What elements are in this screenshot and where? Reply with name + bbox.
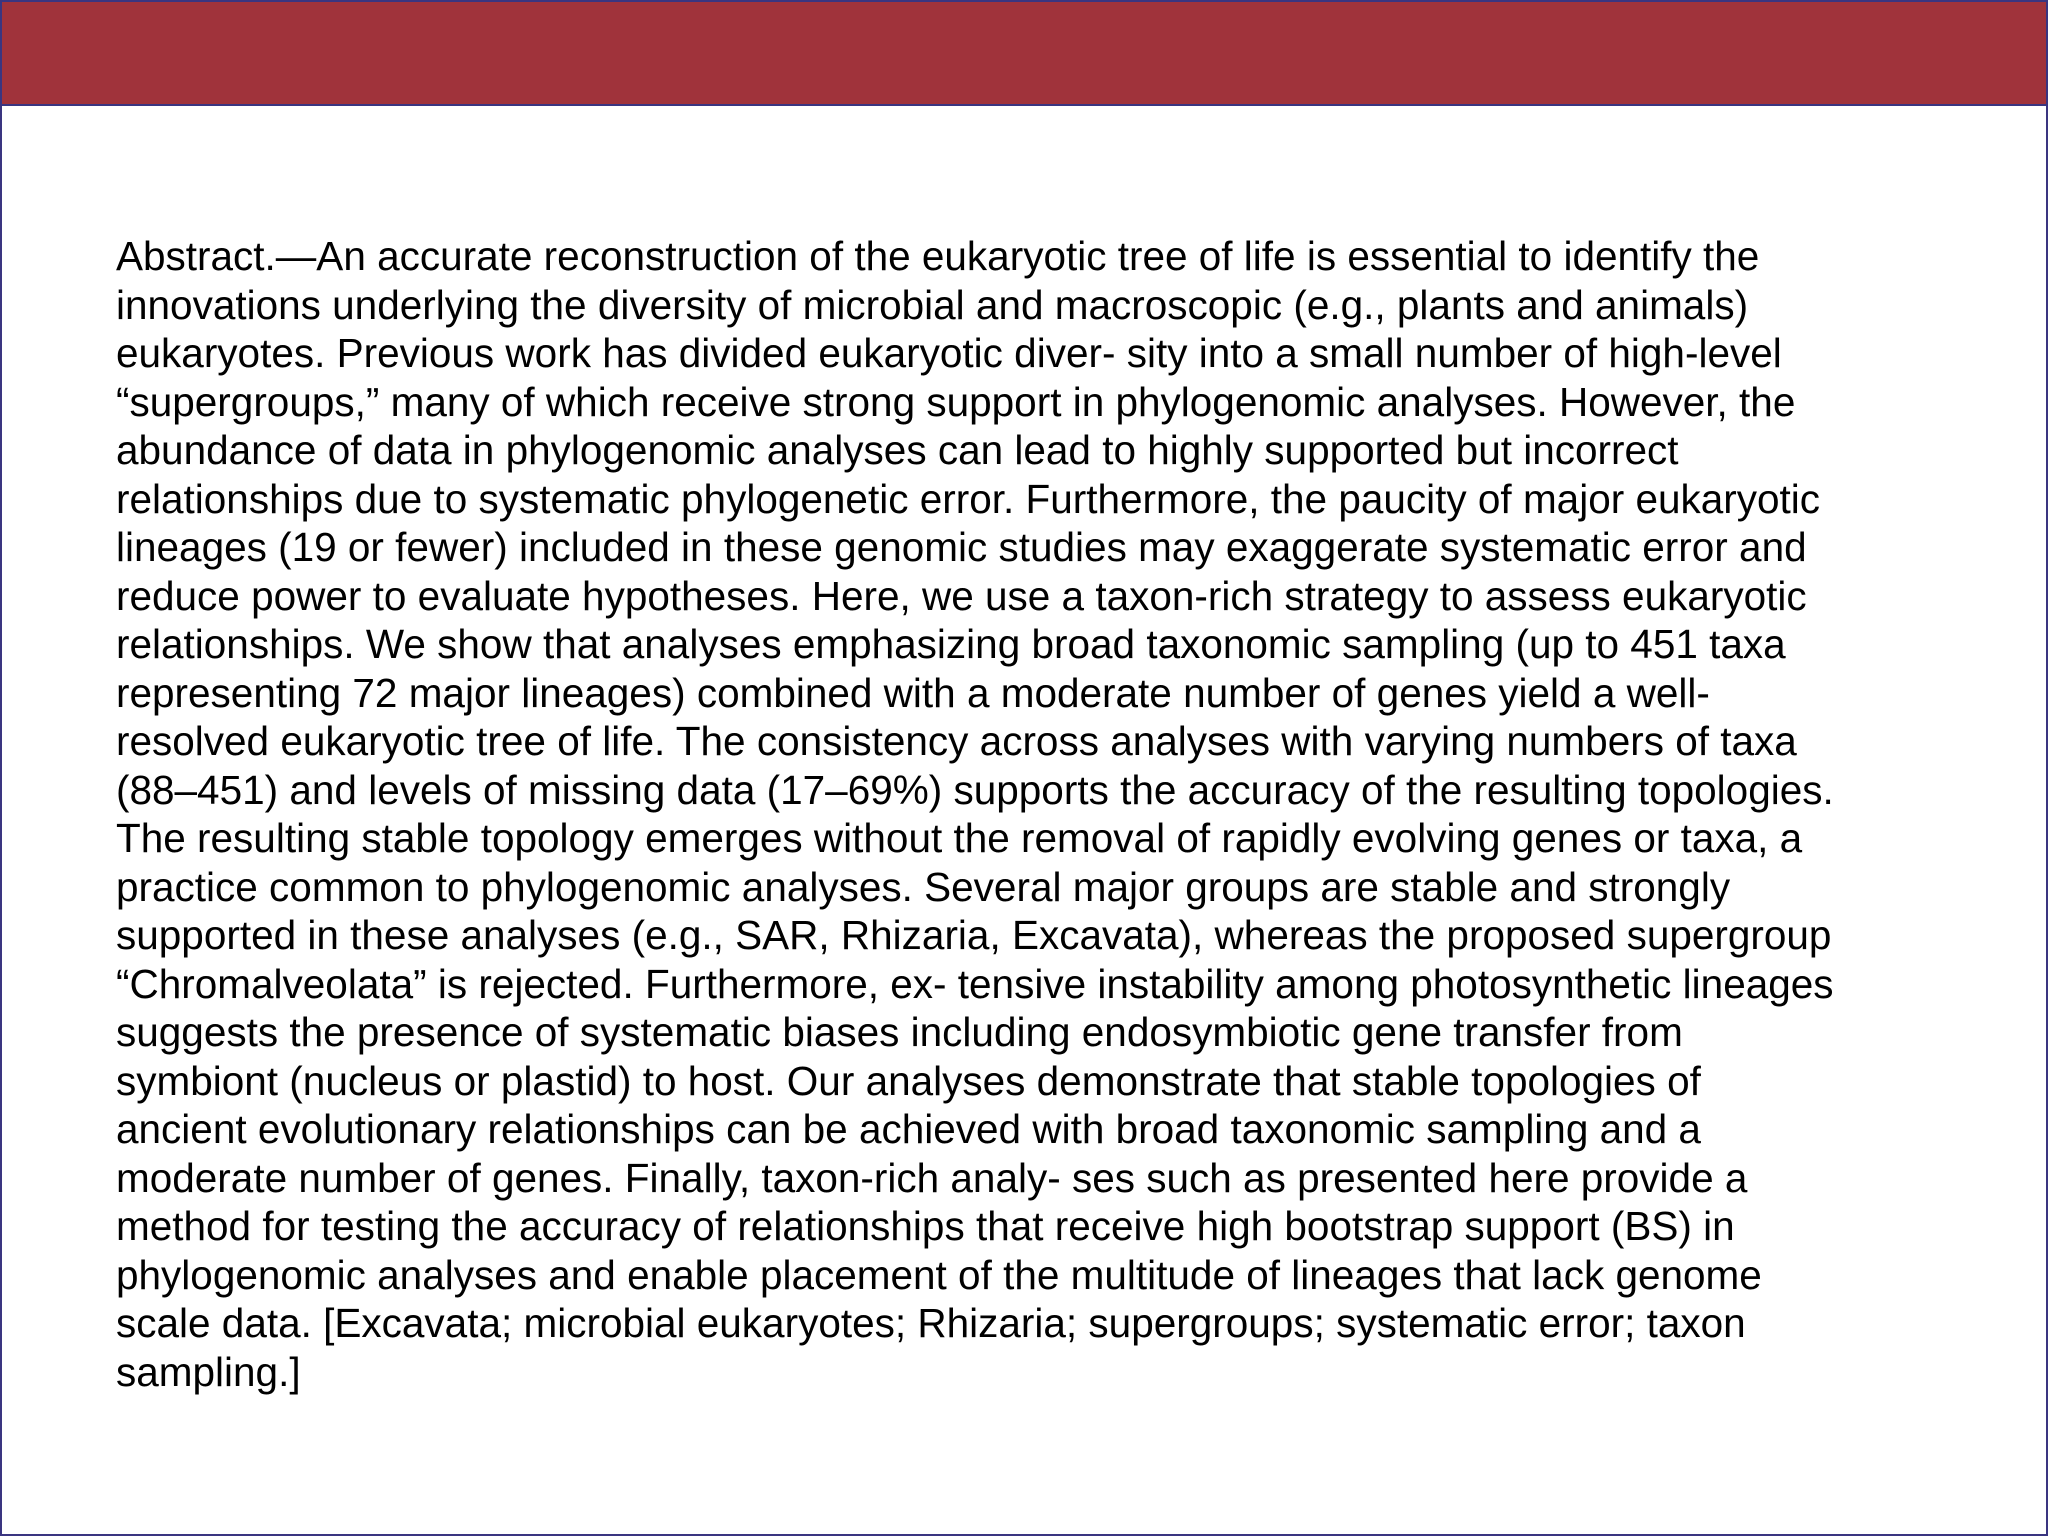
abstract-line: symbiont (nucleus or plastid) to host. Our analyses demonstrate that stable topologies of [116, 1057, 1701, 1104]
abstract-line: innovations underlying the diversity of microbial and macroscopic (e.g., plants and animals) [116, 281, 1749, 328]
abstract-line: The resulting stable topology emerges without the removal of rapidly evolving genes or taxa, a [116, 815, 1803, 861]
abstract-line: “Chromalveolata” is rejected. Furthermore, ex- tensive instability among photosynthetic lineages [116, 960, 1834, 1007]
abstract-line: reduce power to evaluate hypotheses. Here, we use a taxon-rich strategy to assess eukaryotic [116, 572, 1807, 619]
abstract-line: relationships due to systematic phylogenetic error. Furthermore, the paucity of major eukaryotic [116, 475, 1821, 522]
abstract-line: eukaryotes. Previous work has divided eukaryotic diver- sity into a small number of high-level [116, 330, 1782, 376]
abstract-line: scale data. [Excavata; microbial eukaryotes; Rhizaria; supergroups; systematic error; taxon [116, 1300, 1746, 1346]
abstract-line: Abstract.—An accurate reconstruction of the eukaryotic tree of life is essential to identify the [116, 233, 1760, 279]
abstract-line: abundance of data in phylogenomic analyses can lead to highly supported but incorrect [116, 427, 1679, 473]
abstract-line: (88–451) and levels of missing data (17–69%) supports the accuracy of the resulting topologies. [116, 766, 1834, 813]
abstract-line: lineages (19 or fewer) included in these genomic studies may exaggerate systematic error and [116, 524, 1807, 570]
abstract-line: practice common to phylogenomic analyses. Several major groups are stable and strongly [116, 863, 1731, 910]
abstract-line: supported in these analyses (e.g., SAR, Rhizaria, Excavata), whereas the proposed supergroup [116, 912, 1832, 958]
abstract-line: “supergroups,” many of which receive strong support in phylogenomic analyses. However, the [116, 378, 1796, 425]
abstract-line: suggests the presence of systematic biases including endosymbiotic gene transfer from [116, 1009, 1683, 1055]
abstract-line: ancient evolutionary relationships can be achieved with broad taxonomic sampling and a [116, 1106, 1701, 1152]
abstract-text [116, 232, 1956, 1396]
abstract-line: method for testing the accuracy of relationships that receive high bootstrap support (BS) in [116, 1203, 1735, 1249]
abstract-line: phylogenomic analyses and enable placement of the multitude of lineages that lack genome [116, 1251, 1762, 1298]
abstract-line: sampling.] [116, 1348, 301, 1395]
abstract-line: relationships. We show that analyses emphasizing broad taxonomic sampling (up to 451 taxa [116, 621, 1786, 667]
abstract-line: resolved eukaryotic tree of life. The consistency across analyses with varying numbers of taxa [116, 718, 1797, 764]
abstract-line: representing 72 major lineages) combined with a moderate number of genes yield a well- [116, 669, 1710, 716]
header-band [2, 2, 2046, 106]
abstract-line: moderate number of genes. Finally, taxon-rich analy- ses such as presented here provide a [116, 1154, 1748, 1201]
